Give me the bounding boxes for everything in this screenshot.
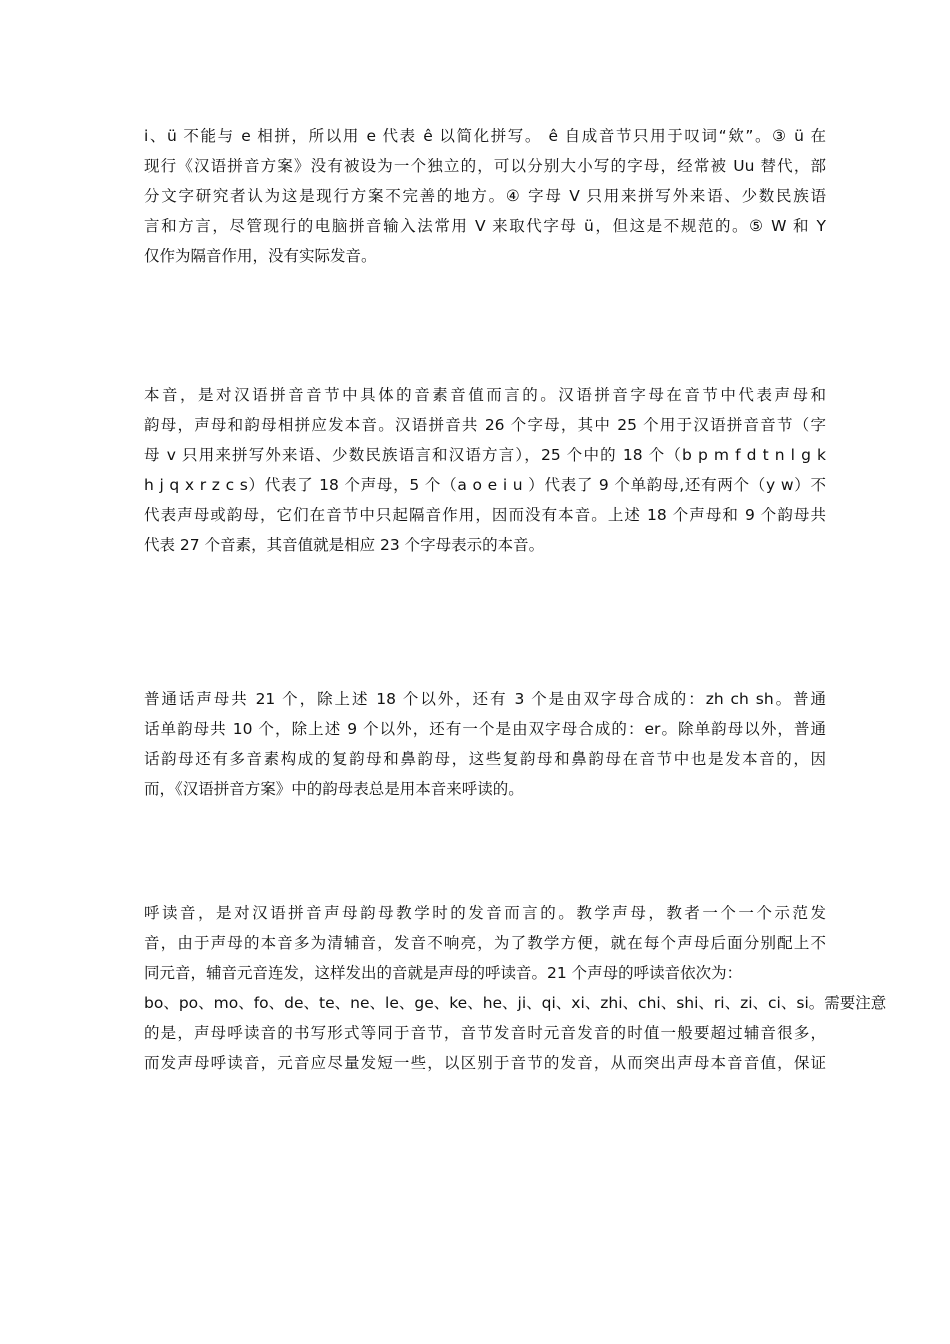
text-line: 而发声母呼读音，元音应尽量发短一些，以区别于音节的发音，从而突出声母本音音值，保证 <box>144 1054 826 1072</box>
text-line: 本音，是对汉语拼音音节中具体的音素音值而言的。汉语拼音字母在音节中代表声母和 <box>144 386 826 404</box>
text-line: 分文字研究者认为这是现行方案不完善的地方。④ 字母 V 只用来拼写外来语、少数民族语 <box>144 187 826 205</box>
text-line: 音，由于声母的本音多为清辅音，发音不响亮，为了教学方便，就在每个声母后面分别配上不 <box>144 934 826 952</box>
text-line: 现行《汉语拼音方案》没有被设为一个独立的，可以分别大小写的字母，经常被 Uu 替代，部 <box>144 157 826 175</box>
text-line: 代表 27 个音素，其音值就是相应 23 个字母表示的本音。 <box>144 536 545 554</box>
text-line: 韵母，声母和韵母相拼应发本音。汉语拼音共 26 个字母，其中 25 个用于汉语拼音音节（字 <box>144 416 826 434</box>
text-line: 呼读音，是对汉语拼音声母韵母教学时的发音而言的。教学声母，教者一个一个示范发 <box>144 904 826 922</box>
text-line: 话韵母还有多音素构成的复韵母和鼻韵母，这些复韵母和鼻韵母在音节中也是发本音的，因 <box>144 750 826 768</box>
text-line: bo、po、mo、fo、de、te、ne、le、ge、ke、he、ji、qi、xi、zhi、chi、shi、ri、zi、ci、si。需要注意 <box>144 994 887 1012</box>
text-line: 普通话声母共 21 个，除上述 18 个以外，还有 3 个是由双字母合成的：zh ch sh。普通 <box>144 690 826 708</box>
paragraph-4 <box>144 898 887 1078</box>
text-line: h j q x r z c s）代表了 18 个声母，5 个（a o e i u ）代表了 9 个单韵母,还有两个（y w）不 <box>144 476 826 494</box>
paragraph-3 <box>144 684 826 804</box>
text-line: 言和方言，尽管现行的电脑拼音输入法常用 V 来取代字母 ü，但这是不规范的。⑤ W 和 Y <box>144 217 826 235</box>
text-line: i、ü 不能与 e 相拼，所以用 e 代表 ê 以简化拼写。 ê 自成音节只用于叹词“欸”。③ ü 在 <box>144 127 826 145</box>
text-line: 的是，声母呼读音的书写形式等同于音节，音节发音时元音发音的时值一般要超过辅音很多， <box>144 1024 826 1042</box>
text-line: 母 v 只用来拼写外来语、少数民族语言和汉语方言），25 个中的 18 个（b p m f d t n l g k <box>144 446 826 464</box>
text-line: 而，《汉语拼音方案》中的韵母表总是用本音来呼读的。 <box>144 780 524 798</box>
paragraph-1 <box>144 121 826 271</box>
text-line: 仅作为隔音作用，没有实际发音。 <box>144 247 377 265</box>
text-line: 同元音，辅音元音连发，这样发出的音就是声母的呼读音。21 个声母的呼读音依次为： <box>144 964 743 982</box>
text-line: 代表声母或韵母，它们在音节中只起隔音作用，因而没有本音。上述 18 个声母和 9 个韵母共 <box>144 506 826 524</box>
paragraph-2 <box>144 380 826 560</box>
text-line: 话单韵母共 10 个，除上述 9 个以外，还有一个是由双字母合成的：er。除单韵母以外，普通 <box>144 720 826 738</box>
